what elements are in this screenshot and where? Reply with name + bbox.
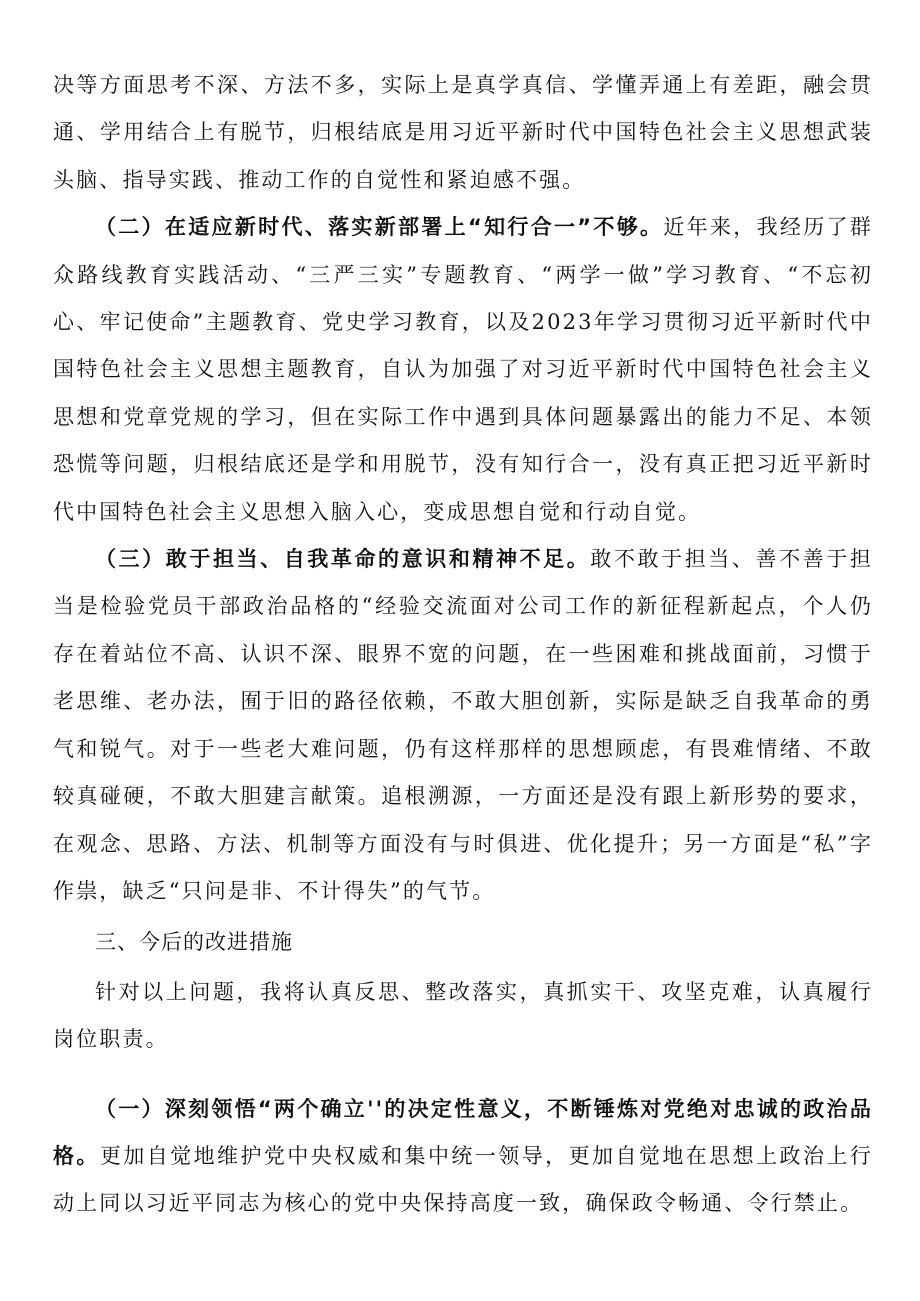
section-3-body: 敢不敢于担当、善不善于担当是检验党员干部政治品格的“经验交流面对公司工作的新征程新起点，个人仍存在着站位不高、认识不深、眼界不宽的问题，在一些困难和挑战面前，习惯于老思维、老办法，囿于旧的路径依赖，不敢大胆创新，实际是缺乏自我革命的勇气和锐气。对于一些老大难问题，仍有这样那样的思想顾虑，有畏难情绪、不敢较真碰硬，不敢大胆建言献策。追根溯源，一方面还是没有跟上新形势的要求，在观念、思路、方法、机制等方面没有与时俱进、优化提升；另一方面是“私”字作祟，缺乏“只问是非、不计得失”的气节。 <box>53 547 873 903</box>
paragraph-section-2 <box>53 204 873 536</box>
heading-improvement-measures: 三、今后的改进措施 <box>95 930 293 955</box>
section-2-title: （二）在适应新时代、落实新部署上“知行合一”不够。 <box>95 215 664 240</box>
section-3-title: （三）敢于担当、自我革命的意识和精神不足。 <box>95 547 591 572</box>
section-2-body: 近年来，我经历了群众路线教育实践活动、“三严三实”专题教育、“两学一做”学习教育、“不忘初心、牢记使命”主题教育、党史学习教育，以及2023年学习贯彻习近平新时代中国特色社会主义思想主题教育，自认为加强了对习近平新时代中国特色社会主义思想和党章党规的学习，但在实际工作中遇到具体问题暴露出的能力不足、本领恐慌等问题，归根结底还是学和用脱节，没有知行合一，没有真正把习近平新时代中国特色社会主义思想入脑入心，变成思想自觉和行动自觉。 <box>53 215 873 524</box>
paragraph-intro-measures: 针对以上问题，我将认真反思、整改落实，真抓实干、攻坚克难，认真履行岗位职责。 <box>53 979 873 1052</box>
measure-1-body: 更加自觉地维护党中央权威和集中统一领导，更加自觉地在思想上政治上行动上同以习近平同志为核心的党中央保持高度一致，确保政令畅通、令行禁止。 <box>53 1143 873 1216</box>
measure-1-title: （一）深刻领悟“两个确立''的决定性意义，不断锤炼对党绝对忠诚的政治品格。 <box>53 1096 873 1168</box>
document-body <box>53 62 873 1228</box>
paragraph-continuation: 决等方面思考不深、方法不多，实际上是真学真信、学懂弄通上有差距，融会贯通、学用结合上有脱节，归根结底是用习近平新时代中国特色社会主义思想武装头脑、指导实践、推动工作的自觉性和紧迫感不强。 <box>53 73 873 192</box>
paragraph-section-3 <box>53 536 873 915</box>
paragraph-measure-1 <box>53 1086 873 1228</box>
